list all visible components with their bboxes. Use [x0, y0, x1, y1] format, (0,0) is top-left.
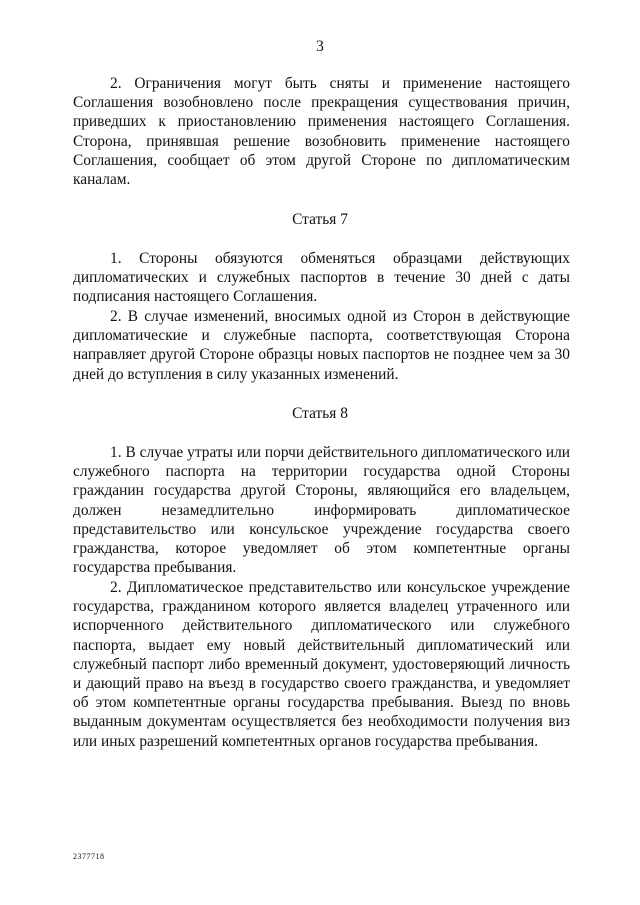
article-8-paragraph-1: 1. В случае утраты или порчи действительного дипломатического или служебного паспорта на территории государства одной Стороны гражданин государства другой Стороны, являющийся его владельцем, должен незамедлительно информировать дипломатическое представительство или консульское учреждение государства своего гражданства, которое уведомляет об этом компетентные органы государства пребывания. — [73, 444, 570, 577]
article-7-heading: Статья 7 — [292, 211, 348, 228]
document-code: 2377718 — [73, 852, 105, 861]
article-8-paragraph-2: 2. Дипломатическое представительство или консульское учреждение государства, гражданином которого является владелец утраченного или испорченного действительного дипломатического или служебного паспорта, выдает ему новый действительный дипломатический или служебный паспорт либо временный документ, удостоверяющий личность и дающий право на въезд в государство своего гражданства, и уведомляет об этом компетентные органы государства пребывания. Выезд по вновь выданным документам осуществляется без необходимости получения виз или иных разрешений компетентных органов государства пребывания. — [73, 579, 570, 750]
article-8-heading: Статья 8 — [292, 405, 348, 422]
article-7-paragraph-1: 1. Стороны обязуются обменяться образцами действующих дипломатических и служебных паспортов в течение 30 дней с даты подписания настоящего Соглашения. — [73, 250, 570, 306]
article-7-paragraph-2: 2. В случае изменений, вносимых одной из Сторон в действующие дипломатические и служебные паспорта, соответствующая Сторона направляет другой Стороне образцы новых паспортов не позднее чем за 30 дней до вступления в силу указанных изменений. — [73, 308, 570, 383]
page-number: 3 — [316, 38, 324, 55]
paragraph-restrictions-lifted: 2. Ограничения могут быть сняты и применение настоящего Соглашения возобновлено после прекращения существования причин, приведших к приостановлению применения настоящего Соглашения. Сторона, принявшая решение возобновить применение настоящего Соглашения, сообщает об этом другой Стороне по дипломатическим каналам. — [73, 75, 570, 189]
